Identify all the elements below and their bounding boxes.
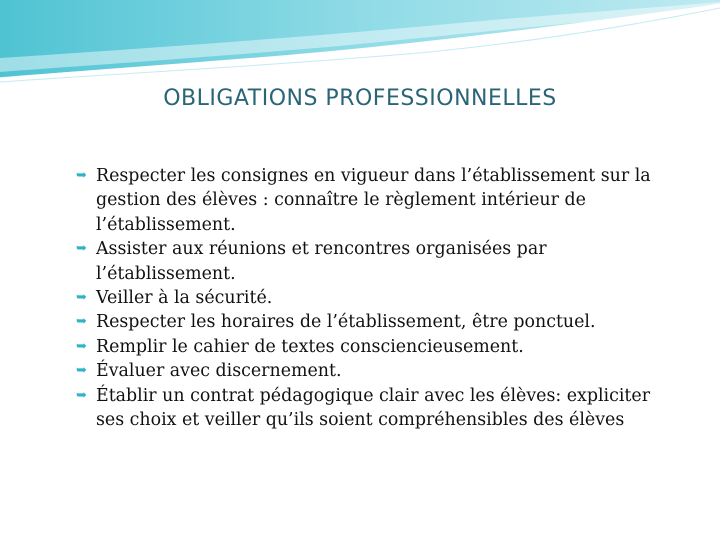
bullet-item xyxy=(76,237,666,286)
bullet-text: Évaluer avec discernement. xyxy=(96,361,342,382)
bullet-item xyxy=(76,335,666,359)
curved-arrow-bullet-icon: ➥ xyxy=(76,290,87,306)
header-wave-decoration xyxy=(0,0,720,90)
bullet-item xyxy=(76,286,666,310)
bullet-text: Établir un contrat pédagogique clair avec les élèves: expliciter ses choix et veiller qu’ils soient compréhensibles des élèves xyxy=(96,385,651,431)
bullet-text: Veiller à la sécurité. xyxy=(96,288,273,309)
curved-arrow-bullet-icon: ➥ xyxy=(76,168,87,183)
bullet-item xyxy=(76,359,666,383)
curved-arrow-bullet-icon: ➥ xyxy=(76,387,87,403)
bullet-list xyxy=(76,164,666,432)
curved-arrow-bullet-icon: ➥ xyxy=(76,314,87,330)
bullet-text: Assister aux réunions et rencontres organisées par l’établissement. xyxy=(96,239,547,284)
curved-arrow-bullet-icon: ➥ xyxy=(76,363,87,379)
bullet-text: Remplir le cahier de textes consciencieusement. xyxy=(96,336,524,357)
bullet-text: Respecter les horaires de l’établissement, être ponctuel. xyxy=(96,312,596,333)
bullet-item xyxy=(76,310,666,334)
curved-arrow-bullet-icon: ➥ xyxy=(76,241,87,257)
curved-arrow-bullet-icon: ➥ xyxy=(76,338,87,354)
slide-title: OBLIGATIONS PROFESSIONNELLES xyxy=(163,86,557,111)
bullet-item xyxy=(76,384,666,433)
bullet-item xyxy=(76,164,666,237)
bullet-text: Respecter les consignes en vigueur dans l’établissement sur la gestion des élèves : connaître le règlement intérieur de l’établissement. xyxy=(96,166,651,235)
